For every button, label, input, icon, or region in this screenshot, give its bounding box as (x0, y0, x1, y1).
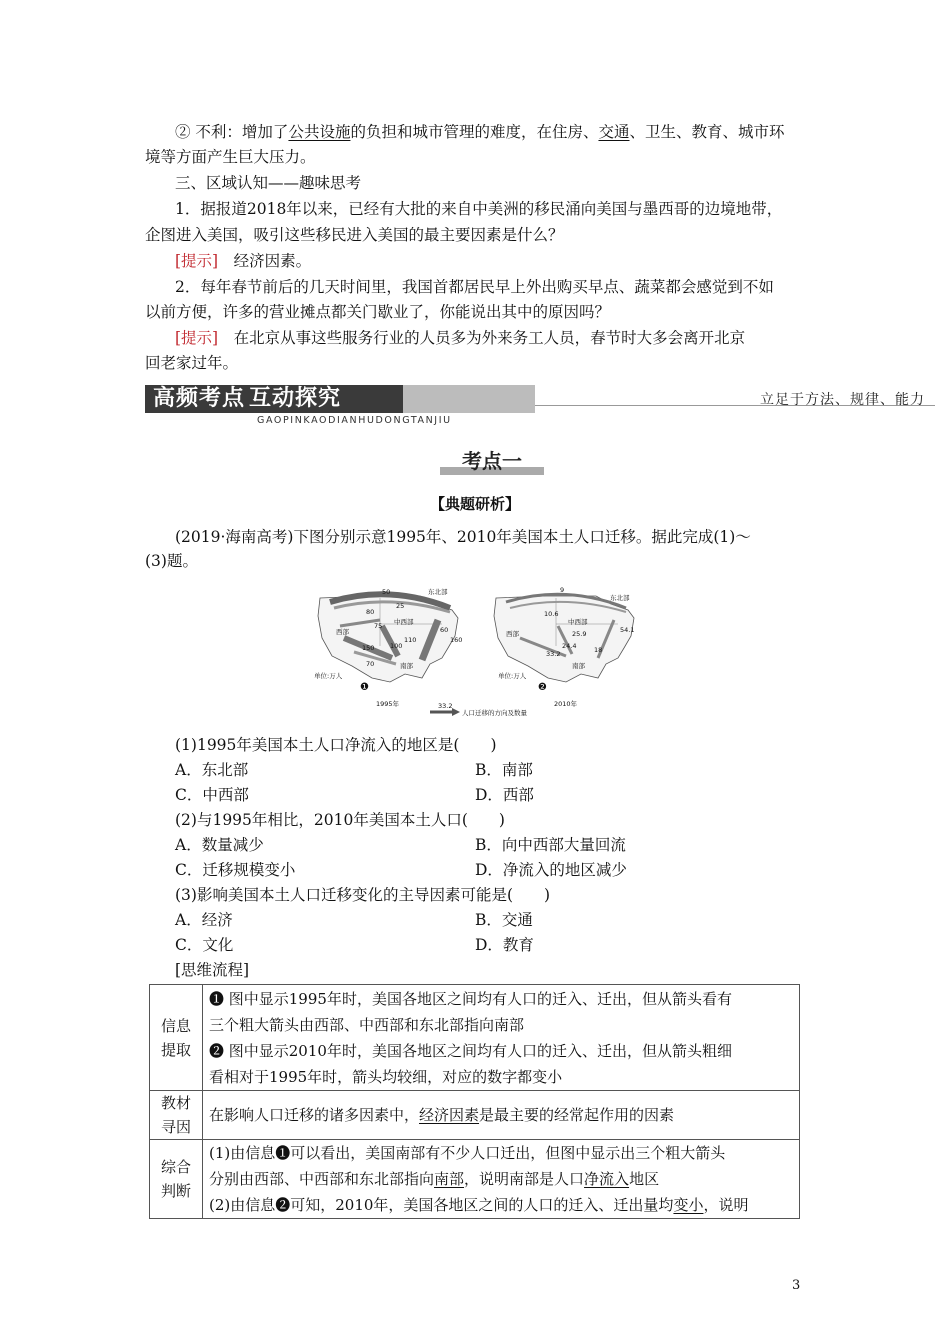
banner-title-part2: 互动探究 (249, 386, 342, 411)
map-label-ne: 东北部 (428, 588, 448, 596)
map-label-mw: 中西部 (568, 618, 588, 626)
text-line: 看相对于1995年时，箭头均较细，对应的数字都变小 (209, 1067, 563, 1086)
map-label-w: 西部 (506, 630, 519, 638)
text-line (209, 1192, 793, 1218)
option-b: B．交通 (475, 911, 533, 929)
option-d: D．西部 (475, 786, 534, 804)
underlined-text: 交通 (598, 123, 630, 141)
intro-line: (2019·海南高考)下图分别示意1995年、2010年美国本土人口迁移。据此完成(1)～ (175, 528, 751, 546)
map-value: 10.6 (544, 610, 559, 618)
banner-light-block (403, 385, 535, 413)
hint-1 (175, 250, 311, 272)
paragraph-disadvantage (175, 121, 785, 143)
row-head: 信息提取 (150, 985, 203, 1091)
question-stem: (2)与1995年相比，2010年美国本土人口( ) (175, 811, 505, 829)
option-a: A．东北部 (175, 761, 249, 779)
banner-title-part1: 高频考点 (153, 386, 246, 411)
map-label-mw: 中西部 (394, 618, 414, 626)
row-content (203, 1140, 800, 1219)
map-value: 80 (366, 608, 375, 616)
text: ，说明 (703, 1196, 749, 1214)
underlined-text: 经济因素 (419, 1106, 480, 1124)
underlined-text: 公共设施 (288, 123, 351, 141)
table-row (150, 1140, 800, 1219)
map-value: 100 (390, 642, 403, 650)
map-value: 70 (366, 660, 375, 668)
question-stem: (1)1995年美国本土人口净流入的地区是( ) (175, 736, 497, 754)
text-line: ❷ 图中显示2010年时，美国各地区之间均有人口的迁入、迁出，但从箭头粗细 (209, 1041, 732, 1060)
legend-value: 33.2 (438, 702, 453, 710)
map-value: 33.2 (546, 650, 561, 658)
underlined-text: 南部 (434, 1170, 465, 1188)
section-heading: 三、区域认知——趣味思考 (175, 174, 362, 192)
question-stem: (3)影响美国本土人口迁移变化的主导因素可能是( ) (175, 886, 551, 904)
option-c: C．中西部 (175, 786, 249, 804)
question-1: 1．据报道2018年以来，已经有大批的来自中美洲的移民涌向美国与墨西哥的边境地带， (175, 200, 783, 218)
row-head: 综合判断 (150, 1140, 203, 1219)
map-number: ❷ (538, 682, 547, 693)
section-banner (145, 385, 935, 429)
map-value: 54.1 (620, 626, 635, 634)
hint-label: [提示] (175, 252, 219, 270)
map-year: 2010年 (554, 700, 578, 708)
map-value: 150 (362, 644, 375, 652)
text: 是最主要的经常起作用的因素 (479, 1106, 675, 1124)
text: ，说明南部是人口 (464, 1170, 585, 1188)
text: (2)由信息❷可知，2010年，美国各地区之间的人口的迁入、迁出量均 (209, 1196, 674, 1214)
hint-2 (175, 327, 745, 349)
map-value: 24.4 (562, 642, 577, 650)
thinking-flow-table (149, 984, 800, 1219)
option-d: D．净流入的地区减少 (475, 861, 627, 879)
text-line: ❶ 图中显示1995年时，美国各地区之间均有人口的迁入、迁出，但从箭头看有 (209, 989, 732, 1008)
legend-arrowhead (452, 708, 460, 716)
intro-line-cont: (3)题。 (145, 552, 198, 570)
table-row (150, 1091, 800, 1140)
text: 、卫生、教育、城市环 (629, 123, 785, 141)
map-value: 25 (396, 602, 405, 610)
map-value: 160 (450, 636, 463, 644)
map-value: 25.9 (572, 630, 587, 638)
map-year: 1995年 (376, 700, 400, 708)
banner-title (153, 385, 341, 413)
paragraph-line: 境等方面产生巨大压力。 (145, 148, 316, 166)
question-2: 2．每年春节前后的几天时间里，我国首都居民早上外出购买早点、蔬菜都会感觉到不如 (175, 278, 774, 296)
map-number: ❶ (360, 682, 369, 693)
migration-maps-figure (310, 586, 662, 716)
kaodian-heading (440, 447, 544, 473)
underlined-text: 变小 (673, 1196, 704, 1214)
row-head: 教材寻因 (150, 1091, 203, 1140)
option-a: A．经济 (175, 911, 233, 929)
option-c: C．文化 (175, 936, 234, 954)
text-line: 三个粗大箭头由西部、中西部和东北部指向南部 (209, 1015, 525, 1034)
hint-2-cont: 回老家过年。 (145, 354, 239, 372)
banner-subtitle: GAOPINKAODIANHUDONGTANJIU (257, 415, 452, 426)
hint-text: 经济因素。 (233, 252, 312, 270)
map-value: 110 (404, 636, 417, 644)
table-row (150, 985, 800, 1091)
map-value: 50 (382, 588, 391, 596)
map-label-s: 南部 (400, 662, 413, 670)
map-value: 60 (440, 626, 449, 634)
map-value: 18 (594, 646, 603, 654)
row-content (203, 1091, 800, 1140)
text: 的负担和城市管理的难度，在住房、 (350, 123, 599, 141)
map-unit: 单位:万人 (314, 672, 343, 680)
map-label-s: 南部 (572, 662, 585, 670)
option-b: B．南部 (475, 761, 533, 779)
hint-label: [提示] (175, 329, 219, 347)
option-b: B．向中西部大量回流 (475, 836, 626, 854)
text: 分别由西部、中西部和东北部指向 (209, 1170, 435, 1188)
option-c: C．迁移规模变小 (175, 861, 296, 879)
text-line (209, 1166, 793, 1192)
row-content (203, 985, 800, 1091)
map-unit: 单位:万人 (498, 672, 527, 680)
text: 在影响人口迁移的诸多因素中， (209, 1106, 420, 1124)
question-1-cont: 企图进入美国，吸引这些移民进入美国的最主要因素是什么？ (145, 226, 564, 244)
map-value: 75 (374, 622, 383, 630)
kaodian-title: 考点一 (462, 449, 522, 473)
text: ② 不利：增加了 (175, 123, 289, 141)
option-d: D．教育 (475, 936, 534, 954)
text: 地区 (629, 1170, 660, 1188)
question-2-cont: 以前方便，许多的营业摊点都关门歇业了，你能说出其中的原因吗？ (145, 303, 611, 321)
page-number: 3 (792, 1278, 801, 1293)
text-line: (1)由信息❶可以看出，美国南部有不少人口迁出，但图中显示出三个粗大箭头 (209, 1144, 726, 1162)
map-label-w: 西部 (336, 628, 349, 636)
underlined-text: 净流入 (584, 1170, 630, 1188)
legend-text: 人口迁移的方向及数量 (462, 709, 527, 716)
map-value: 9 (560, 586, 565, 594)
hint-text: 在北京从事这些服务行业的人员多为外来务工人员，春节时大多会离开北京 (233, 329, 746, 347)
map-label-ne: 东北部 (610, 594, 630, 602)
section-title: 【典题研析】 (429, 495, 520, 513)
banner-right-text: 立足于方法、规律、能力 (760, 392, 925, 408)
flow-title: [思维流程] (175, 961, 250, 979)
option-a: A．数量减少 (175, 836, 264, 854)
